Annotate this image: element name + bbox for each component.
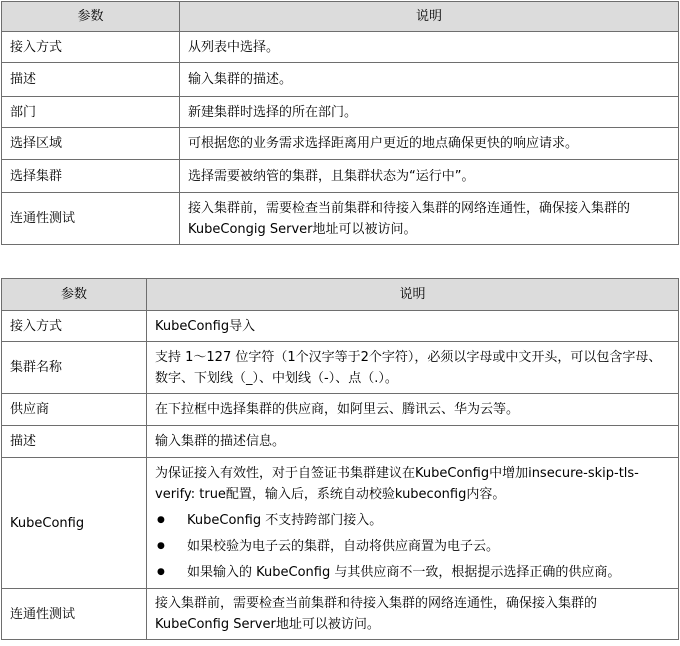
- param-cell: 描述: [2, 426, 147, 458]
- table-row: [2, 589, 679, 640]
- table-row: [2, 342, 679, 394]
- header-desc: 说明: [147, 279, 679, 311]
- parameter-table-1: [1, 1, 679, 245]
- bullet-list: [155, 510, 670, 583]
- param-cell: 集群名称: [2, 342, 147, 394]
- desc-cell: [147, 458, 679, 589]
- param-cell: 选择集群: [2, 160, 180, 193]
- desc-cell: 选择需要被纳管的集群，且集群状态为“运行中”。: [180, 160, 679, 193]
- desc-cell: 新建集群时选择的所在部门。: [180, 97, 679, 128]
- table-header-row: [2, 279, 679, 311]
- list-item: ● KubeConfig 不支持跨部门接入。: [155, 510, 670, 531]
- desc-cell: 输入集群的描述。: [180, 63, 679, 97]
- desc-cell: 接入集群前，需要检查当前集群和待接入集群的网络连通性，确保接入集群的KubeCongig Server地址可以被访问。: [180, 193, 679, 245]
- param-cell: KubeConfig: [2, 458, 147, 589]
- header-param: 参数: [2, 279, 147, 311]
- table-row: [2, 394, 679, 426]
- table-row: [2, 426, 679, 458]
- desc-cell: 支持 1～127 位字符（1个汉字等于2个字符），必须以字母或中文开头，可以包含字母、数字、下划线（_）、中划线（-）、点（.）。: [147, 342, 679, 394]
- param-cell: 接入方式: [2, 32, 180, 63]
- param-cell: 描述: [2, 63, 180, 97]
- list-item: ● 如果输入的 KubeConfig 与其供应商不一致，根据提示选择正确的供应商。: [155, 562, 670, 583]
- table-row: [2, 311, 679, 342]
- table-header-row: [2, 2, 679, 32]
- desc-cell: 输入集群的描述信息。: [147, 426, 679, 458]
- desc-cell: 在下拉框中选择集群的供应商，如阿里云、腾讯云、华为云等。: [147, 394, 679, 426]
- param-cell: 部门: [2, 97, 180, 128]
- header-desc: 说明: [180, 2, 679, 32]
- param-cell: 供应商: [2, 394, 147, 426]
- desc-cell: 可根据您的业务需求选择距离用户更近的地点确保更快的响应请求。: [180, 128, 679, 160]
- parameter-table-2: [1, 278, 679, 640]
- desc-cell: 接入集群前，需要检查当前集群和待接入集群的网络连通性，确保接入集群的KubeConfig Server地址可以被访问。: [147, 589, 679, 640]
- table-row: [2, 63, 679, 97]
- desc-cell: 从列表中选择。: [180, 32, 679, 63]
- table-row: [2, 160, 679, 193]
- table-row: [2, 128, 679, 160]
- table-row: [2, 32, 679, 63]
- table-row: [2, 193, 679, 245]
- param-cell: 选择区域: [2, 128, 180, 160]
- desc-text: 为保证接入有效性，对于自签证书集群建议在KubeConfig中增加insecure-skip-tls-verify: true配置，输入后，系统自动校验kubeconfig内容。: [155, 466, 639, 502]
- list-item: ● 如果校验为电子云的集群，自动将供应商置为电子云。: [155, 536, 670, 557]
- desc-cell: KubeConfig导入: [147, 311, 679, 342]
- param-cell: 连通性测试: [2, 193, 180, 245]
- param-cell: 接入方式: [2, 311, 147, 342]
- table-row: [2, 97, 679, 128]
- table-row: [2, 458, 679, 589]
- header-param: 参数: [2, 2, 180, 32]
- param-cell: 连通性测试: [2, 589, 147, 640]
